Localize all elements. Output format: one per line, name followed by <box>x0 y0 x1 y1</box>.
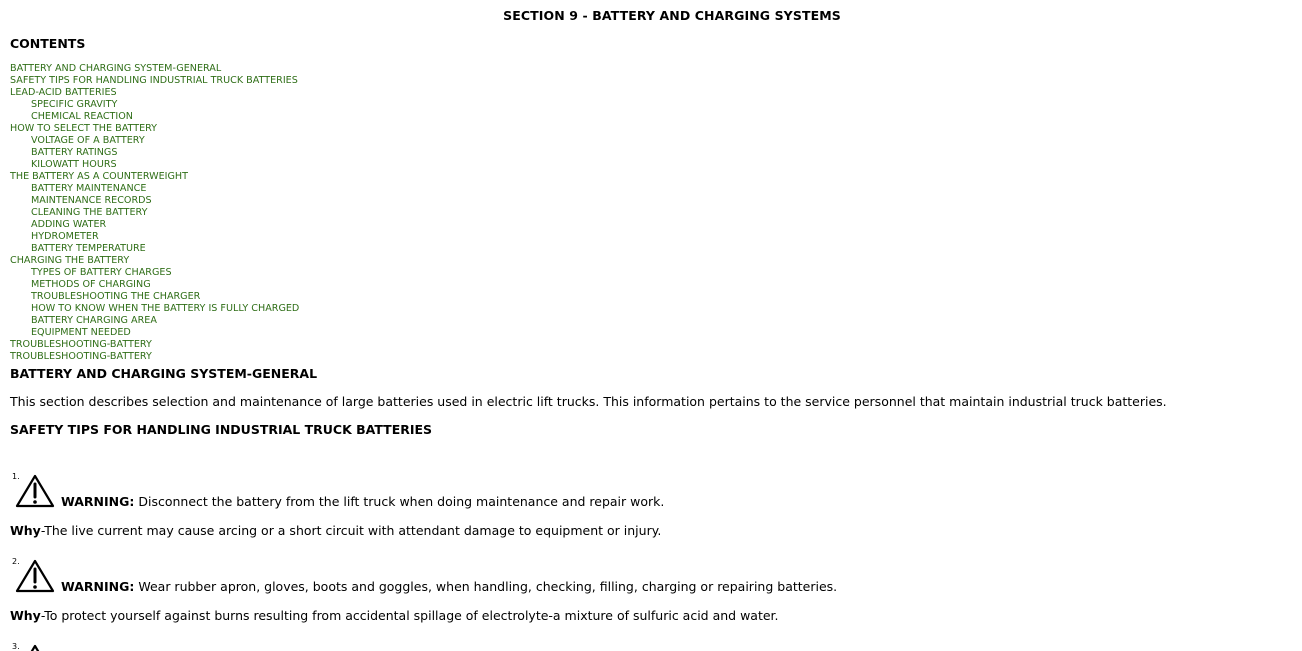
why-text: -The live current may cause arcing or a short circuit with attendant damage to equipment or injury. <box>40 523 662 538</box>
toc-item <box>10 255 299 267</box>
toc-item <box>10 111 299 123</box>
toc-link[interactable]: SAFETY TIPS FOR HANDLING INDUSTRIAL TRUCK BATTERIES <box>10 75 298 86</box>
toc-item <box>10 231 299 243</box>
why-label: Why <box>10 523 41 538</box>
toc-item <box>10 75 299 87</box>
warning-triangle-icon <box>15 559 55 593</box>
toc-item <box>10 267 299 279</box>
toc-item <box>10 351 299 363</box>
toc-link[interactable]: LEAD-ACID BATTERIES <box>10 87 117 98</box>
toc-link[interactable]: CLEANING THE BATTERY <box>31 207 148 218</box>
table-of-contents <box>10 63 299 363</box>
toc-item <box>10 207 299 219</box>
toc-item <box>10 195 299 207</box>
toc-item <box>10 135 299 147</box>
toc-item <box>10 327 299 339</box>
warning-label: WARNING: <box>61 494 135 509</box>
toc-link[interactable]: BATTERY AND CHARGING SYSTEM-GENERAL <box>10 63 222 74</box>
toc-link[interactable]: HOW TO KNOW WHEN THE BATTERY IS FULLY CHARGED <box>31 303 300 314</box>
toc-link[interactable]: HYDROMETER <box>31 231 99 242</box>
why-paragraph-2 <box>10 608 779 623</box>
warning-item-1 <box>12 472 1212 512</box>
item-number: 1. <box>12 472 20 481</box>
toc-link[interactable]: CHARGING THE BATTERY <box>10 255 130 266</box>
toc-item <box>10 219 299 231</box>
toc-link[interactable]: VOLTAGE OF A BATTERY <box>31 135 145 146</box>
toc-item <box>10 87 299 99</box>
toc-item <box>10 183 299 195</box>
toc-link[interactable]: ADDING WATER <box>31 219 107 230</box>
warning-text <box>61 494 664 509</box>
toc-link[interactable]: EQUIPMENT NEEDED <box>31 327 131 338</box>
toc-item <box>10 315 299 327</box>
toc-link[interactable]: TROUBLESHOOTING THE CHARGER <box>31 291 201 302</box>
why-text: -To protect yourself against burns resulting from accidental spillage of electrolyte-a mixture of sulfuric acid and water. <box>40 608 779 623</box>
contents-heading: CONTENTS <box>10 36 86 51</box>
section-title: SECTION 9 - BATTERY AND CHARGING SYSTEMS <box>503 8 841 23</box>
toc-link[interactable]: BATTERY RATINGS <box>31 147 118 158</box>
warning-item-2 <box>12 557 1212 597</box>
warning-message: Wear rubber apron, gloves, boots and goggles, when handling, checking, filling, charging or repairing batteries. <box>138 579 838 594</box>
item-number: 3. <box>12 642 20 651</box>
toc-link[interactable]: HOW TO SELECT THE BATTERY <box>10 123 158 134</box>
safety-heading: SAFETY TIPS FOR HANDLING INDUSTRIAL TRUCK BATTERIES <box>10 422 433 437</box>
toc-item <box>10 159 299 171</box>
toc-link[interactable]: TYPES OF BATTERY CHARGES <box>31 267 172 278</box>
toc-item <box>10 63 299 75</box>
toc-link[interactable]: MAINTENANCE RECORDS <box>31 195 152 206</box>
item-number: 2. <box>12 557 20 566</box>
warning-text <box>61 579 837 594</box>
toc-item <box>10 147 299 159</box>
warning-message: Disconnect the battery from the lift truck when doing maintenance and repair work. <box>138 494 665 509</box>
toc-link[interactable]: CHEMICAL REACTION <box>31 111 133 122</box>
why-label: Why <box>10 608 41 623</box>
toc-item <box>10 279 299 291</box>
warning-triangle-icon <box>15 474 55 508</box>
why-paragraph-1 <box>10 523 661 538</box>
toc-link[interactable]: THE BATTERY AS A COUNTERWEIGHT <box>10 171 189 182</box>
toc-item <box>10 171 299 183</box>
general-heading: BATTERY AND CHARGING SYSTEM-GENERAL <box>10 366 318 381</box>
toc-item <box>10 99 299 111</box>
toc-link[interactable]: BATTERY MAINTENANCE <box>31 183 147 194</box>
general-paragraph: This section describes selection and maintenance of large batteries used in electric lift trucks. This information pertains to the service personnel that maintain industrial truck batteries. <box>10 394 1167 409</box>
warning-item-3 <box>12 642 1212 651</box>
toc-item <box>10 123 299 135</box>
toc-link[interactable]: TROUBLESHOOTING-BATTERY <box>10 339 152 350</box>
toc-link[interactable]: KILOWATT HOURS <box>31 159 117 170</box>
toc-item <box>10 303 299 315</box>
toc-link[interactable]: TROUBLESHOOTING-BATTERY <box>10 351 152 362</box>
toc-link[interactable]: BATTERY CHARGING AREA <box>31 315 157 326</box>
toc-item <box>10 291 299 303</box>
toc-link[interactable]: BATTERY TEMPERATURE <box>31 243 146 254</box>
toc-item <box>10 339 299 351</box>
warning-triangle-icon <box>15 644 55 651</box>
toc-link[interactable]: METHODS OF CHARGING <box>31 279 151 290</box>
toc-link[interactable]: SPECIFIC GRAVITY <box>31 99 118 110</box>
toc-item <box>10 243 299 255</box>
warning-label: WARNING: <box>61 579 135 594</box>
